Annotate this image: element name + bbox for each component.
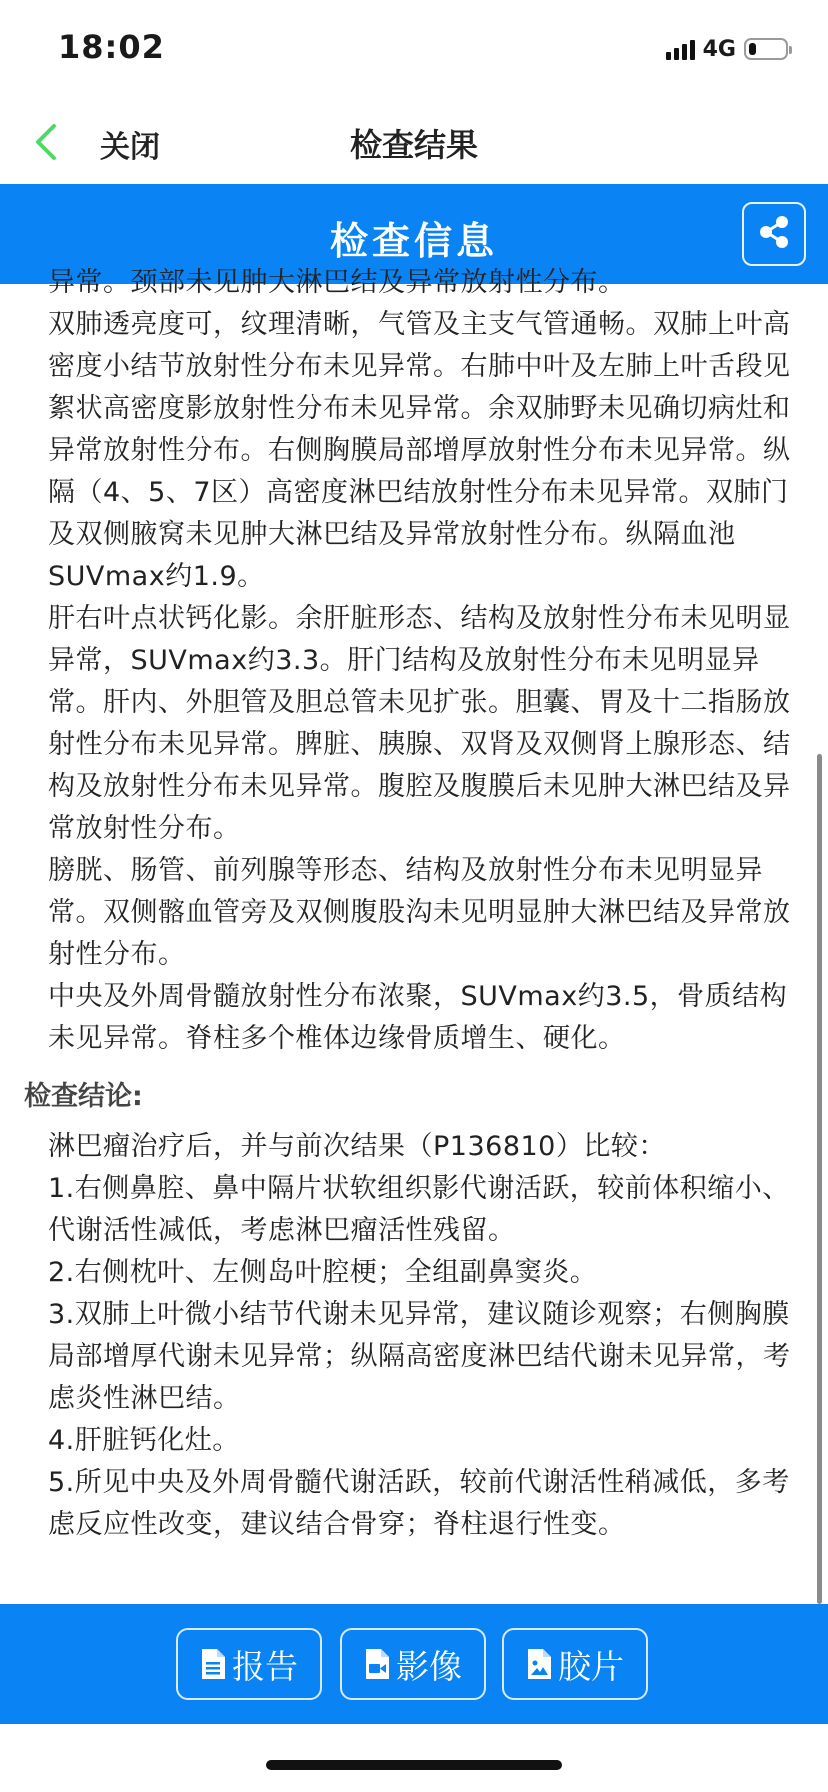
scrollbar[interactable] xyxy=(817,754,822,1604)
conclusion-item: 1.右侧鼻腔、鼻中隔片状软组织影代谢活跃，较前体积缩小、代谢活性减低，考虑淋巴瘤活性残留。 xyxy=(48,1173,790,1246)
conclusion-item: 2.右侧枕叶、左侧岛叶腔梗；全组副鼻窦炎。 xyxy=(48,1257,598,1288)
share-icon xyxy=(756,214,792,254)
conclusion-heading: 检查结论: xyxy=(24,1081,143,1112)
image-label: 影像 xyxy=(396,1646,462,1686)
signal-icon xyxy=(666,38,695,60)
bottom-toolbar xyxy=(0,1604,828,1724)
share-button[interactable] xyxy=(742,202,806,266)
findings-paragraph: 双肺透亮度可，纹理清晰，气管及主支气管通畅。双肺上叶高密度小结节放射性分布未见异常。右肺中叶及左肺上叶舌段见絮状高密度影放射性分布未见异常。余双肺野未见确切病灶和异常放射性分布。右侧胸膜局部增厚放射性分布未见异常。纵隔（4、5、7区）高密度淋巴结放射性分布未见异常。双肺门及双侧腋窝未见肿大淋巴结及异常放射性分布。纵隔血池SUVmax约1.9。 xyxy=(48,309,791,592)
battery-icon xyxy=(744,38,788,60)
close-button[interactable]: 关闭 xyxy=(100,130,160,165)
nav-bar xyxy=(0,100,828,184)
section-title: 检查信息 xyxy=(329,219,498,263)
status-time: 18:02 xyxy=(58,28,165,66)
conclusion-item: 4.肝脏钙化灶。 xyxy=(48,1425,240,1456)
image-button[interactable] xyxy=(340,1628,486,1700)
status-indicators xyxy=(666,36,788,62)
conclusion-item: 淋巴瘤治疗后，并与前次结果（P136810）比较： xyxy=(48,1131,666,1162)
video-file-icon xyxy=(364,1648,390,1680)
home-indicator[interactable] xyxy=(266,1760,562,1770)
findings-paragraph: 中央及外周骨髓放射性分布浓聚，SUVmax约3.5，骨质结构未见异常。脊柱多个椎体边缘骨质增生、硬化。 xyxy=(48,981,788,1054)
report-content[interactable] xyxy=(0,267,828,1604)
findings-text xyxy=(48,262,792,1060)
findings-paragraph: 膀胱、肠管、前列腺等形态、结构及放射性分布未见明显异常。双侧髂血管旁及双侧腹股沟未见明显肿大淋巴结及异常放射性分布。 xyxy=(48,855,791,970)
findings-paragraph: 异常。颈部未见肿大淋巴结及异常放射性分布。 xyxy=(48,267,626,298)
document-icon xyxy=(200,1648,226,1680)
conclusion-text xyxy=(48,1126,792,1546)
status-bar xyxy=(0,0,828,100)
image-file-icon xyxy=(526,1648,552,1680)
report-label: 报告 xyxy=(232,1646,298,1686)
film-label: 胶片 xyxy=(558,1646,624,1686)
findings-paragraph: 肝右叶点状钙化影。余肝脏形态、结构及放射性分布未见明显异常，SUVmax约3.3。肝门结构及放射性分布未见明显异常。肝内、外胆管及胆总管未见扩张。胆囊、胃及十二指肠放射性分布未见异常。脾脏、胰腺、双肾及双侧肾上腺形态、结构及放射性分布未见异常。腹腔及腹膜后未见肿大淋巴结及异常放射性分布。 xyxy=(48,603,791,844)
page-title: 检查结果 xyxy=(349,126,478,164)
report-button[interactable] xyxy=(176,1628,322,1700)
network-type: 4G xyxy=(702,36,736,62)
conclusion-item: 5.所见中央及外周骨髓代谢活跃，较前代谢活性稍减低，多考虑反应性改变，建议结合骨穿；脊柱退行性变。 xyxy=(48,1467,790,1540)
film-button[interactable] xyxy=(502,1628,648,1700)
conclusion-item: 3.双肺上叶微小结节代谢未见异常，建议随诊观察；右侧胸膜局部增厚代谢未见异常；纵隔高密度淋巴结代谢未见异常，考虑炎性淋巴结。 xyxy=(48,1299,791,1414)
